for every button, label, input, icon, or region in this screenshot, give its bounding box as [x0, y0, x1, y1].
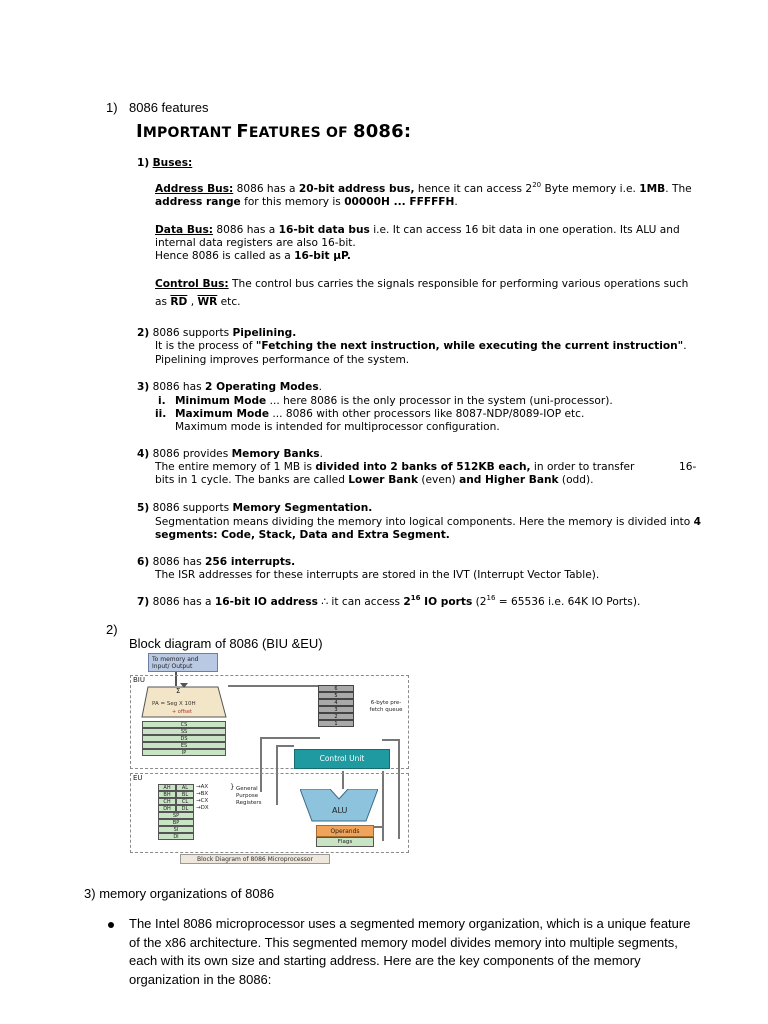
item6-line2: The ISR addresses for these interrupts are stored in the IVT (Interrupt Vector Table). — [155, 569, 600, 581]
queue-slot: 2 — [318, 713, 354, 720]
to-memory-label: To memory and Input/ Output — [152, 656, 199, 670]
gp-label: General Purpose Registers — [236, 786, 262, 806]
operands-box — [316, 825, 374, 837]
superscript: 16 — [486, 594, 496, 602]
item-marker: 5) — [137, 502, 150, 514]
segment-register: CS — [142, 721, 226, 728]
item5-line2 — [155, 516, 701, 529]
item5-line1 — [137, 502, 372, 515]
section3-marker: 3) — [84, 886, 96, 901]
control-unit — [294, 749, 390, 769]
data-bus-line1 — [155, 224, 680, 237]
text: The entire memory of 1 MB is — [155, 461, 316, 473]
text: bits in 1 cycle. The banks are called — [155, 474, 349, 486]
queue-slot: 6 — [318, 685, 354, 692]
text: divided into 2 banks of 512KB each, — [315, 461, 531, 473]
address-bus-label: Address Bus: — [155, 183, 234, 195]
pointer-register: SP — [158, 812, 194, 819]
eu-label: EU — [133, 774, 143, 782]
item4-line2 — [155, 461, 634, 474]
item-marker: 7) — [137, 596, 150, 608]
address-bus-line1 — [155, 183, 692, 196]
item4-line1 — [137, 448, 323, 461]
item4-line2-end: 16- — [679, 461, 697, 473]
text: 16-bit μP. — [294, 250, 351, 262]
heading-part: EATURES OF — [248, 125, 353, 141]
text: . — [318, 381, 322, 393]
register-high: BH — [158, 791, 176, 798]
pointer-register: DI — [158, 833, 194, 840]
biu-label: BIU — [133, 676, 145, 684]
text: 8086 has — [152, 381, 206, 393]
bullet-line2: of the x86 architecture. This segmented memory model divides memory into multiple segments, — [129, 935, 678, 950]
register-low: DL — [176, 805, 194, 812]
text: Pipelining. — [232, 327, 297, 339]
text: The control bus carries the signals responsible for performing various operations such — [228, 278, 689, 290]
text: 8086 has a — [213, 224, 279, 236]
text: 00000H ... FFFFFH — [344, 196, 455, 208]
heading-part: F — [236, 121, 249, 142]
features-heading — [136, 121, 411, 142]
text: ∴ it can access — [317, 596, 404, 608]
brace: } — [230, 783, 235, 791]
buses-heading — [137, 157, 192, 170]
text: , — [187, 296, 198, 308]
flags-label: Flags — [337, 839, 353, 845]
text: = 65536 i.e. 64K IO Ports). — [495, 596, 641, 608]
control-bus-line2 — [155, 296, 241, 309]
bus-line — [276, 745, 294, 747]
bus-line — [260, 737, 320, 739]
text: and Higher Bank — [459, 474, 559, 486]
bullet-line1: The Intel 8086 microprocessor uses a segmented memory organization, which is a unique feature — [129, 916, 691, 931]
register-name: →CX — [196, 798, 209, 804]
register-name: →AX — [196, 784, 209, 790]
segment-register: SS — [142, 728, 226, 735]
item3-ii — [155, 408, 166, 421]
item2-line1 — [137, 327, 296, 340]
text: Memory Segmentation. — [232, 502, 373, 514]
section3-title: memory organizations of 8086 — [99, 886, 275, 901]
item3-i-text — [175, 395, 613, 408]
data-bus-line3 — [155, 250, 351, 263]
item6-line1 — [137, 556, 295, 569]
diagram-caption-box — [180, 854, 330, 864]
text: (odd). — [558, 474, 594, 486]
text: Memory Banks — [231, 448, 320, 460]
item3-note: Maximum mode is intended for multiprocessor configuration. — [175, 421, 500, 433]
section1-title: 8086 features — [129, 100, 209, 115]
queue-slot: 5 — [318, 692, 354, 699]
data-bus-label: Data Bus: — [155, 224, 214, 236]
register-high: AH — [158, 784, 176, 791]
text: "Fetching the next instruction, while executing the current instruction" — [255, 340, 684, 352]
register-low: AL — [176, 784, 194, 791]
text: 16-bit IO address — [214, 596, 318, 608]
section1-marker: 1) — [106, 100, 118, 115]
register-name: →DX — [196, 805, 209, 811]
text: 8086 has — [152, 556, 206, 568]
control-bus-line1 — [155, 278, 688, 291]
queue-slot: 1 — [318, 720, 354, 727]
text: . — [319, 448, 323, 460]
text: 1MB — [639, 183, 666, 195]
queue-slot: 3 — [318, 706, 354, 713]
text: hence it can access 2 — [414, 183, 533, 195]
section2-marker: 2) — [106, 622, 118, 637]
text: ... 8086 with other processors like 8087-NDP/8089-IOP etc. — [269, 408, 585, 420]
item4-line3 — [155, 474, 594, 487]
text: Segmentation means dividing the memory into logical components. Here the memory is divided into — [155, 516, 694, 528]
text: Minimum Mode — [175, 395, 267, 407]
data-bus-line2: internal data registers are also 16-bit. — [155, 237, 356, 249]
bullet-line3: each with its own size and starting address. Here are the key components of the memory — [129, 953, 641, 968]
superscript: 20 — [532, 181, 542, 189]
text: 4 — [693, 516, 702, 528]
pointer-register: SI — [158, 826, 194, 833]
pa-formula: PA = Seg X 10H — [152, 701, 196, 707]
text: address range — [155, 196, 241, 208]
buses-title: Buses: — [152, 157, 193, 169]
text: ... here 8086 is the only processor in the system (uni-processor). — [266, 395, 613, 407]
text: (2 — [472, 596, 487, 608]
flags-box — [316, 837, 374, 847]
segment-register: IP — [142, 749, 226, 756]
item-marker: 1) — [137, 157, 150, 169]
block-diagram — [128, 653, 413, 864]
heading-part: I — [136, 121, 143, 142]
item3-line1 — [137, 381, 322, 394]
text: 8086 supports — [152, 327, 233, 339]
item2-line3: Pipelining improves performance of the system. — [155, 354, 410, 366]
item-marker: 3) — [137, 381, 150, 393]
sigma-label: Σ — [176, 687, 181, 695]
control-unit-label: Control Unit — [319, 754, 365, 763]
item2-line2 — [155, 340, 687, 353]
text: 2 Operating Modes — [205, 381, 319, 393]
heading-part: 8086: — [352, 121, 412, 142]
text: It is the process of — [155, 340, 256, 352]
segment-register: DS — [142, 735, 226, 742]
item5-line3: segments: Code, Stack, Data and Extra Segment. — [155, 529, 450, 541]
pointer-register: BP — [158, 819, 194, 826]
diagram-caption: Block Diagram of 8086 Microprocessor — [196, 856, 313, 863]
segment-register: ES — [142, 742, 226, 749]
item-marker: 4) — [137, 448, 150, 460]
offset-label: + offset — [172, 709, 192, 715]
register-high: CH — [158, 798, 176, 805]
text: Lower Bank — [348, 474, 419, 486]
text: as — [155, 296, 171, 308]
address-bus-line2 — [155, 196, 458, 209]
wr-signal: $\overline{WR}$ — [197, 296, 218, 308]
register-low: CL — [176, 798, 194, 805]
text: . The — [665, 183, 692, 195]
item-marker: ii. — [155, 408, 167, 420]
to-memory-box — [148, 653, 218, 672]
text: (even) — [418, 474, 460, 486]
text: 8086 provides — [152, 448, 232, 460]
text: 256 interrupts. — [205, 556, 296, 568]
item3-ii-text — [175, 408, 584, 421]
bullet-icon — [108, 922, 114, 928]
text: 8086 has a — [233, 183, 299, 195]
text: . — [683, 340, 687, 352]
text: Maximum Mode — [175, 408, 270, 420]
bus-line — [228, 685, 318, 687]
register-high: DH — [158, 805, 176, 812]
item-marker: 6) — [137, 556, 150, 568]
item-marker: 2) — [137, 327, 150, 339]
item-marker: i. — [158, 395, 166, 407]
bus-line — [382, 739, 400, 741]
text: etc. — [217, 296, 241, 308]
heading-part: MPORTANT — [142, 125, 237, 141]
item7-line1 — [137, 596, 640, 609]
text: Hence 8086 is called as a — [155, 250, 295, 262]
queue-slot: 4 — [318, 699, 354, 706]
text: 20-bit address bus, — [298, 183, 415, 195]
operands-label: Operands — [330, 828, 360, 835]
text: i.e. It can access 16 bit data in one operation. Its ALU and — [369, 224, 680, 236]
register-low: BL — [176, 791, 194, 798]
superscript: 16 — [410, 594, 421, 602]
text: 8086 supports — [152, 502, 233, 514]
control-bus-label: Control Bus: — [155, 278, 229, 290]
text: for this memory is — [240, 196, 345, 208]
alu-label: ALU — [332, 806, 348, 815]
bullet-line4: organization in the 8086: — [129, 972, 272, 987]
text: Byte memory i.e. — [541, 183, 640, 195]
section2-title: Block diagram of 8086 (BIU &EU) — [129, 636, 323, 651]
text: 16-bit data bus — [278, 224, 370, 236]
register-name: →BX — [196, 791, 209, 797]
text: . — [454, 196, 458, 208]
text: 8086 has a — [152, 596, 215, 608]
item3-i — [158, 395, 166, 408]
queue-label: 6-byte pre-fetch queue — [369, 700, 403, 713]
text: in order to transfer — [530, 461, 635, 473]
text: 2 — [403, 596, 411, 608]
rd-signal: $\overline{RD}$ — [170, 296, 188, 308]
section3-heading — [84, 886, 274, 901]
text: IO ports — [420, 596, 473, 608]
